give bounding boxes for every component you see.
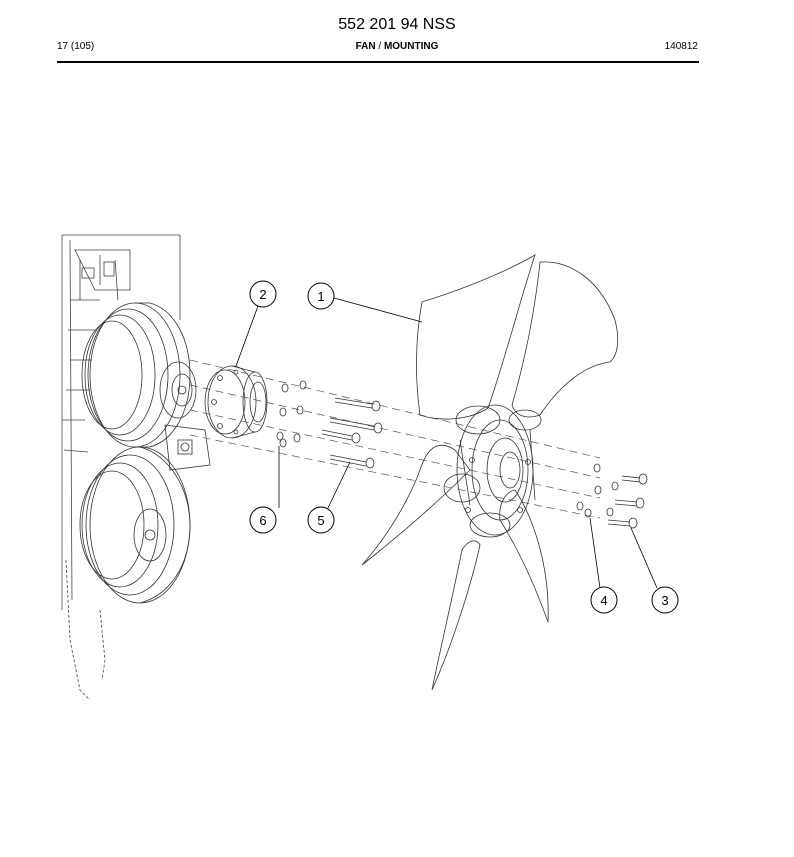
upper-pulley bbox=[82, 303, 196, 447]
callout-1-label: 1 bbox=[317, 289, 325, 304]
section-title-bold: FAN bbox=[355, 41, 376, 52]
left-washers bbox=[277, 381, 306, 447]
page-reference: 17 (105) bbox=[57, 41, 95, 52]
callout-5-label: 5 bbox=[317, 513, 325, 528]
part-number-title: 552 201 94 NSS bbox=[338, 16, 456, 33]
callout-4 bbox=[591, 587, 617, 613]
tensioner-bracket bbox=[165, 425, 210, 470]
assembly-axes bbox=[190, 360, 600, 518]
callout-3 bbox=[652, 587, 678, 613]
fan-assembly bbox=[362, 255, 618, 690]
callout-5 bbox=[308, 507, 334, 533]
callout-3-label: 3 bbox=[661, 593, 669, 608]
spacer-hub bbox=[205, 366, 267, 438]
right-washers bbox=[577, 464, 618, 517]
callout-2 bbox=[250, 281, 276, 307]
document-code: 140812 bbox=[664, 41, 698, 52]
section-separator: / bbox=[375, 41, 384, 52]
callout-1 bbox=[308, 283, 334, 309]
callout-6-label: 6 bbox=[259, 513, 267, 528]
callout-6 bbox=[250, 507, 276, 533]
engine-block bbox=[62, 235, 180, 700]
lower-pulley bbox=[80, 447, 190, 603]
callout-4-label: 4 bbox=[600, 593, 608, 608]
callout-2-label: 2 bbox=[259, 287, 267, 302]
section-title-rest: MOUNTING bbox=[383, 41, 439, 52]
left-bolts bbox=[322, 398, 382, 468]
